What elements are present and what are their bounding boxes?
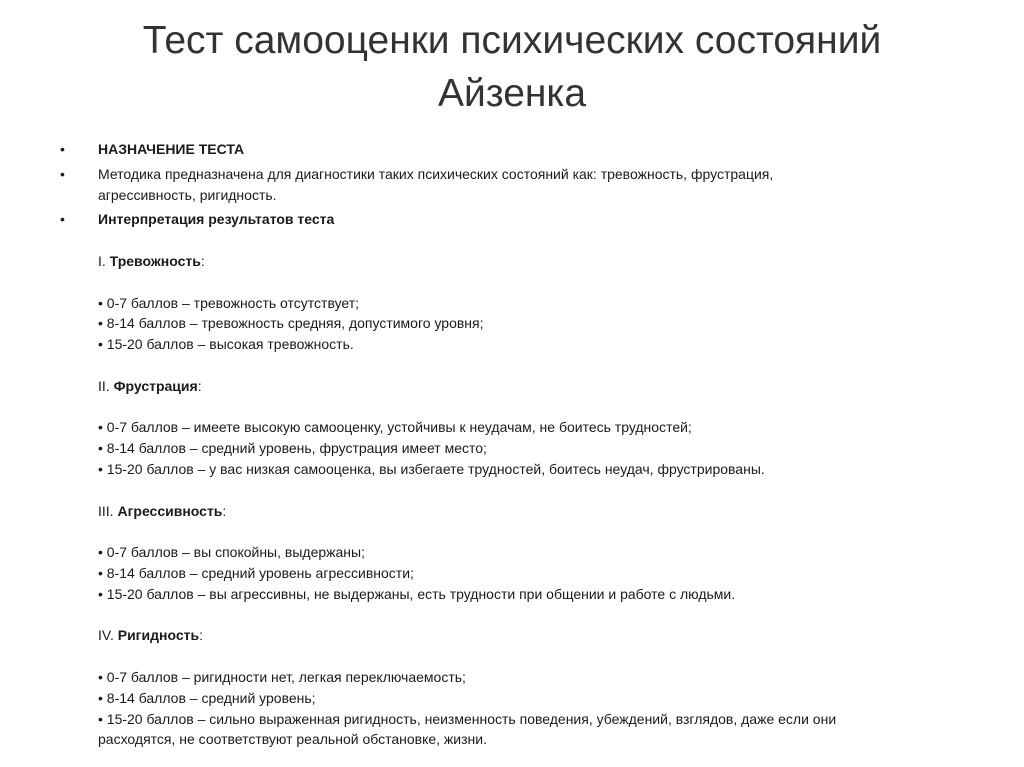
section-rigidity <box>98 625 960 750</box>
section-colon: : <box>199 627 203 644</box>
section-numeral: III. <box>98 502 118 519</box>
bullet-interpretation <box>60 209 960 750</box>
bullet-method <box>60 164 960 206</box>
section-frustration <box>98 376 960 480</box>
section-heading <box>98 376 960 397</box>
list-item: • 8-14 баллов – тревожность средняя, допустимого уровня; <box>98 315 484 332</box>
bullet-dot: • <box>60 165 65 182</box>
list-item: • 15-20 баллов – высокая тревожность. <box>98 336 354 353</box>
section-heading <box>98 625 960 646</box>
content-body <box>60 139 960 750</box>
list-item: • 8-14 баллов – средний уровень; <box>98 689 316 706</box>
list-item: • 15-20 баллов – сильно выраженная ригидность, неизменность поведения, убеждений, взглядов, даже если они <box>98 710 837 727</box>
purpose-heading: НАЗНАЧЕНИЕ ТЕСТА <box>98 141 245 157</box>
list-item: • 8-14 баллов – средний уровень, фрустрация имеет место; <box>98 440 487 457</box>
section-numeral: IV. <box>98 627 118 644</box>
section-colon: : <box>222 502 227 519</box>
section-heading <box>98 501 960 522</box>
list-item: • 15-20 баллов – у вас низкая самооценка, вы избегаете трудностей, боитесь неудач, фрустрированы. <box>98 460 765 477</box>
section-anxiety <box>98 251 960 355</box>
list-item: • 0-7 баллов – вы спокойны, выдержаны; <box>98 544 365 561</box>
section-name: Фрустрация <box>113 377 198 394</box>
method-text-line-2: агрессивность, ригидность. <box>98 186 277 203</box>
section-name: Тревожность <box>109 252 201 269</box>
bullet-dot: • <box>60 141 65 157</box>
section-colon: : <box>197 377 202 394</box>
section-numeral: II. <box>98 377 114 394</box>
list-item: • 0-7 баллов – имеете высокую самооценку, устойчивы к неудачам, не боитесь трудностей; <box>98 419 692 436</box>
bullet-purpose <box>60 139 960 160</box>
section-colon: : <box>200 252 205 269</box>
section-aggressiveness <box>98 501 960 605</box>
page-title <box>60 14 964 120</box>
list-item: • 0-7 баллов – тревожность отсутствует; <box>98 294 360 311</box>
list-item: расходятся, не соответствуют реальной обстановке, жизни. <box>98 731 487 748</box>
section-heading <box>98 251 960 272</box>
list-item: • 8-14 баллов – средний уровень агрессивности; <box>98 564 414 581</box>
title-line-2: Айзенка <box>437 72 587 115</box>
bullet-dot: • <box>60 211 65 228</box>
title-line-1: Тест самооценки психических состояний <box>142 19 882 62</box>
interpretation-heading: Интерпретация результатов теста <box>98 211 335 228</box>
list-item: • 15-20 баллов – вы агрессивны, не выдержаны, есть трудности при общении и работе с людьми. <box>98 585 736 602</box>
list-item: • 0-7 баллов – ригидности нет, легкая переключаемость; <box>98 668 466 685</box>
section-name: Ригидность <box>117 627 200 644</box>
section-name: Агрессивность <box>117 502 223 519</box>
method-text-line-1: Методика предназначена для диагностики таких психических состояний как: тревожность, фрустрация, <box>98 165 774 182</box>
section-numeral: I. <box>98 252 110 269</box>
